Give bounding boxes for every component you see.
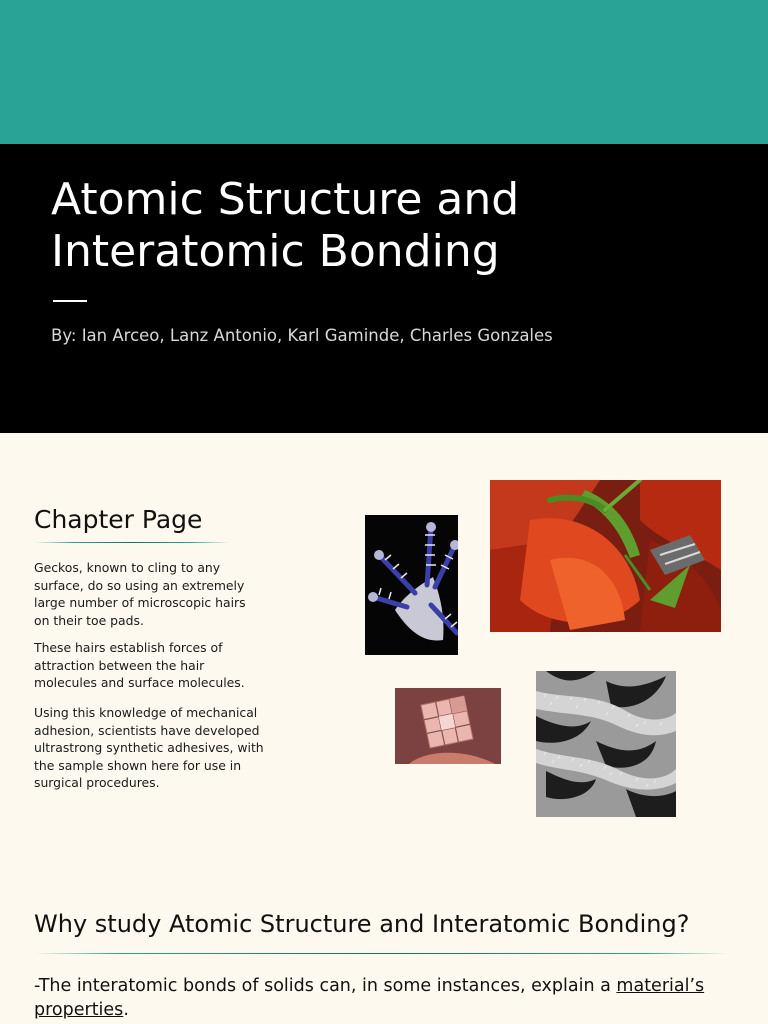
gecko-on-flower-photo	[490, 480, 721, 632]
chapter-slide	[0, 433, 768, 1024]
adhesive-sample-photo	[395, 688, 501, 764]
chapter-heading-underline	[34, 542, 230, 543]
title-slide	[0, 144, 768, 433]
chapter-paragraph-3: Using this knowledge of mechanical adhesion, scientists have developed ultrastrong synthetic adhesives, with the sample shown here for use in surgical procedures.	[34, 705, 264, 791]
why-study-heading: Why study Atomic Structure and Interatomic Bonding?	[34, 910, 690, 938]
gecko-foot-photo	[365, 515, 458, 655]
chapter-paragraph-2: These hairs establish forces of attraction between the hair molecules and surface molecules.	[34, 640, 245, 691]
material-properties-link[interactable]: material’s properties	[34, 976, 705, 1020]
microscopic-hairs-photo	[536, 671, 676, 817]
title-divider	[53, 300, 87, 302]
why-study-heading-underline	[34, 953, 728, 954]
authors-line: By: Ian Arceo, Lanz Antonio, Karl Gaminde, Charles Gonzales	[51, 326, 553, 345]
chapter-paragraph-1: Geckos, known to cling to any surface, do so using an extremely large number of microscopic hairs on their toe pads.	[34, 560, 246, 628]
why-study-text: -The interatomic bonds of solids can, in some instances, explain a material’s properties.	[34, 976, 705, 1020]
teal-header-band	[0, 0, 768, 144]
presentation-title: Atomic Structure and Interatomic Bonding	[51, 174, 520, 277]
chapter-heading: Chapter Page	[34, 505, 203, 534]
